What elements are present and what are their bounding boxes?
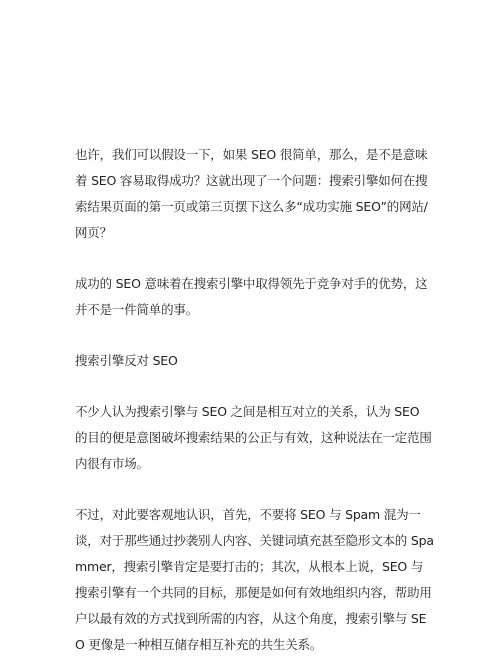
- paragraph-gap: [75, 477, 435, 502]
- section-heading: 搜索引擎反对 SEO: [75, 353, 178, 368]
- paragraph-success: 成功的 SEO 意味着在搜索引擎中取得领先于竞争对手的优势，这并不是一件简单的事。: [75, 276, 428, 317]
- paragraph-gap: [75, 374, 435, 399]
- paragraph-gap: [75, 246, 435, 271]
- paragraph-opposition: 不少人认为搜索引擎与 SEO 之间是相互对立的关系，认为 SEO 的目的便是意图破坏搜索结果的公正与有效，这种说法在一定范围内很有市场。: [75, 404, 432, 471]
- document-body: [75, 142, 435, 658]
- paragraph-relationship: 不过，对此要客观地认识，首先，不要将 SEO 与 Spam 混为一谈，对于那些通过抄袭别人内容、关键词填充甚至隐形文本的 Spammer，搜索引擎肯定是要打击的；其次，从根本上说，SEO 与搜索引擎有一个共同的目标，那便是如何有效地组织内容，帮助用户以最有效的方式找到所需的内容，从这个角度，搜索引擎与 SEO 更像是一种相互储存相互补充的共生关系。: [75, 507, 434, 652]
- paragraph-intro: 也许，我们可以假设一下，如果 SEO 很简单，那么，是不是意味着 SEO 容易取得成功？这就出现了一个问题：搜索引擎如何在搜索结果页面的第一页或第三页摆下这么多“成功实施 SEO”的网站/网页？: [75, 147, 428, 240]
- paragraph-gap: [75, 323, 435, 348]
